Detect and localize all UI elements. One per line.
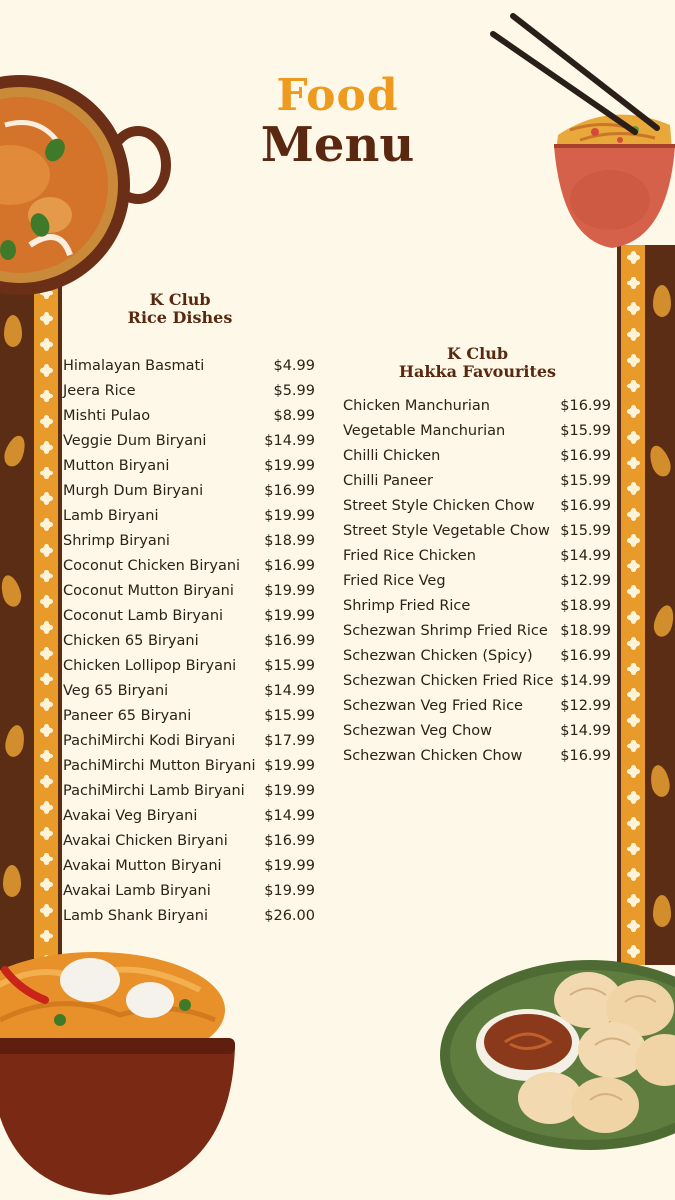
menu-item-price: $15.99 bbox=[560, 523, 611, 539]
menu-item bbox=[63, 654, 315, 679]
menu-item bbox=[63, 829, 315, 854]
menu-item-price: $19.99 bbox=[264, 583, 315, 599]
flower-ornament bbox=[629, 613, 638, 622]
menu-item-name: PachiMirchi Mutton Biryani bbox=[63, 758, 256, 774]
flower-ornament bbox=[42, 752, 51, 761]
flower-ornament bbox=[629, 665, 638, 674]
menu-item-price: $19.99 bbox=[264, 608, 315, 624]
menu-item-price: $14.99 bbox=[560, 548, 611, 564]
menu-item bbox=[343, 619, 611, 644]
flower-ornament bbox=[629, 356, 638, 365]
menu-item-name: Himalayan Basmati bbox=[63, 358, 205, 374]
menu-item bbox=[63, 754, 315, 779]
flower-ornament bbox=[42, 932, 51, 941]
menu-item-name: Jeera Rice bbox=[63, 383, 136, 399]
flower-ornament bbox=[42, 392, 51, 401]
flower-ornament bbox=[629, 536, 638, 545]
menu-item-name: Schezwan Chicken Fried Rice bbox=[343, 673, 554, 689]
left-decorative-border bbox=[0, 255, 62, 975]
menu-item-name: Fried Rice Chicken bbox=[343, 548, 476, 564]
hakka-list bbox=[343, 394, 611, 769]
menu-item-price: $14.99 bbox=[264, 683, 315, 699]
flower-ornament bbox=[42, 314, 51, 323]
menu-item bbox=[63, 504, 315, 529]
menu-item-name: Schezwan Chicken (Spicy) bbox=[343, 648, 533, 664]
menu-item bbox=[343, 719, 611, 744]
menu-item-price: $17.99 bbox=[264, 733, 315, 749]
menu-item bbox=[343, 569, 611, 594]
flower-ornament bbox=[42, 649, 51, 658]
menu-item-name: Schezwan Veg Chow bbox=[343, 723, 493, 739]
flower-ornament bbox=[629, 382, 638, 391]
menu-item bbox=[343, 469, 611, 494]
menu-item bbox=[343, 644, 611, 669]
menu-item bbox=[343, 594, 611, 619]
momo-plate-icon bbox=[440, 960, 675, 1160]
menu-item-price: $16.99 bbox=[560, 498, 611, 514]
flower-ornament bbox=[629, 845, 638, 854]
menu-item-name: Veg 65 Biryani bbox=[63, 683, 169, 699]
flower-ornament bbox=[629, 279, 638, 288]
flower-ornament bbox=[42, 675, 51, 684]
menu-item bbox=[63, 904, 315, 929]
menu-item-name: Schezwan Shrimp Fried Rice bbox=[343, 623, 548, 639]
rice-dishes-heading bbox=[110, 291, 250, 327]
right-decorative-border bbox=[617, 245, 675, 965]
menu-item bbox=[63, 854, 315, 879]
menu-item-name: Avakai Mutton Biryani bbox=[63, 858, 222, 874]
flower-ornament bbox=[42, 366, 51, 375]
menu-item-name: Coconut Mutton Biryani bbox=[63, 583, 234, 599]
menu-item-name: PachiMirchi Lamb Biryani bbox=[63, 783, 245, 799]
flower-ornament bbox=[629, 407, 638, 416]
menu-item bbox=[63, 579, 315, 604]
menu-item bbox=[343, 744, 611, 769]
menu-item-name: Mutton Biryani bbox=[63, 458, 170, 474]
flower-ornament bbox=[42, 803, 51, 812]
title-menu: Menu bbox=[260, 117, 415, 173]
flower-ornament bbox=[629, 510, 638, 519]
menu-item-name: Murgh Dum Biryani bbox=[63, 483, 204, 499]
menu-item bbox=[343, 694, 611, 719]
menu-item-price: $15.99 bbox=[560, 423, 611, 439]
menu-item-price: $14.99 bbox=[264, 808, 315, 824]
flower-ornament bbox=[42, 855, 51, 864]
menu-item-price: $4.99 bbox=[273, 358, 315, 374]
menu-item-name: Street Style Vegetable Chow bbox=[343, 523, 550, 539]
flower-ornament bbox=[42, 623, 51, 632]
menu-item-price: $14.99 bbox=[560, 673, 611, 689]
menu-item bbox=[63, 704, 315, 729]
menu-item-name: Schezwan Chicken Chow bbox=[343, 748, 523, 764]
hakka-heading-line1: K Club bbox=[446, 344, 509, 363]
menu-item-name: Paneer 65 Biryani bbox=[63, 708, 192, 724]
flower-ornament bbox=[42, 520, 51, 529]
menu-item-price: $15.99 bbox=[264, 708, 315, 724]
menu-item bbox=[343, 394, 611, 419]
flower-ornament bbox=[629, 742, 638, 751]
menu-item bbox=[343, 494, 611, 519]
menu-item-price: $16.99 bbox=[264, 633, 315, 649]
flower-ornament bbox=[42, 572, 51, 581]
menu-item-name: Chicken 65 Biryani bbox=[63, 633, 199, 649]
menu-item bbox=[63, 804, 315, 829]
menu-item-price: $14.99 bbox=[560, 723, 611, 739]
menu-item-name: Fried Rice Veg bbox=[343, 573, 446, 589]
menu-item bbox=[343, 444, 611, 469]
menu-item bbox=[63, 379, 315, 404]
menu-item-price: $19.99 bbox=[264, 783, 315, 799]
flower-ornament bbox=[42, 906, 51, 915]
flower-ornament bbox=[629, 433, 638, 442]
flower-ornament bbox=[42, 700, 51, 709]
menu-item-price: $19.99 bbox=[264, 508, 315, 524]
title-food: Food bbox=[276, 70, 399, 121]
menu-item bbox=[343, 544, 611, 569]
menu-item-name: Lamb Biryani bbox=[63, 508, 159, 524]
menu-item-price: $18.99 bbox=[560, 598, 611, 614]
menu-item-price: $16.99 bbox=[560, 748, 611, 764]
menu-item-price: $15.99 bbox=[560, 473, 611, 489]
menu-item-name: Chicken Manchurian bbox=[343, 398, 490, 414]
menu-item-name: Schezwan Veg Fried Rice bbox=[343, 698, 523, 714]
menu-item bbox=[63, 404, 315, 429]
rice-dishes-heading-line1: K Club bbox=[149, 290, 211, 309]
flower-ornament bbox=[629, 922, 638, 931]
menu-item-name: Mishti Pulao bbox=[63, 408, 151, 424]
rice-dishes-heading-line2: Rice Dishes bbox=[127, 308, 233, 327]
flower-ornament bbox=[42, 880, 51, 889]
menu-item bbox=[63, 604, 315, 629]
flower-ornament bbox=[629, 896, 638, 905]
flower-ornament bbox=[629, 562, 638, 571]
flower-ornament bbox=[42, 340, 51, 349]
menu-item-price: $16.99 bbox=[264, 483, 315, 499]
menu-item-price: $8.99 bbox=[273, 408, 315, 424]
flower-ornament bbox=[42, 417, 51, 426]
menu-item bbox=[63, 529, 315, 554]
menu-item-price: $19.99 bbox=[264, 758, 315, 774]
menu-item-price: $14.99 bbox=[264, 433, 315, 449]
menu-item-name: PachiMirchi Kodi Biryani bbox=[63, 733, 236, 749]
menu-item bbox=[63, 429, 315, 454]
rice-dishes-list bbox=[63, 354, 315, 929]
menu-item-name: Street Style Chicken Chow bbox=[343, 498, 535, 514]
menu-item-price: $18.99 bbox=[560, 623, 611, 639]
flower-ornament bbox=[629, 484, 638, 493]
flower-ornament bbox=[629, 639, 638, 648]
menu-item-name: Chilli Paneer bbox=[343, 473, 434, 489]
menu-item-name: Lamb Shank Biryani bbox=[63, 908, 208, 924]
menu-item bbox=[63, 729, 315, 754]
menu-item-price: $18.99 bbox=[264, 533, 315, 549]
menu-item-name: Coconut Chicken Biryani bbox=[63, 558, 241, 574]
flower-ornament bbox=[629, 793, 638, 802]
menu-item-price: $26.00 bbox=[264, 908, 315, 924]
flower-ornament bbox=[629, 819, 638, 828]
flower-ornament bbox=[629, 716, 638, 725]
flower-ornament bbox=[42, 469, 51, 478]
flower-ornament bbox=[629, 330, 638, 339]
menu-item-name: Avakai Lamb Biryani bbox=[63, 883, 211, 899]
flower-ornament bbox=[629, 870, 638, 879]
menu-item-price: $19.99 bbox=[264, 858, 315, 874]
menu-item-price: $16.99 bbox=[560, 448, 611, 464]
biryani-pot-icon bbox=[0, 950, 240, 1200]
flower-ornament bbox=[42, 494, 51, 503]
menu-item-price: $15.99 bbox=[264, 658, 315, 674]
hakka-heading bbox=[385, 345, 570, 381]
flower-ornament bbox=[42, 777, 51, 786]
menu-item-price: $12.99 bbox=[560, 573, 611, 589]
menu-item-name: Shrimp Biryani bbox=[63, 533, 170, 549]
menu-item bbox=[63, 554, 315, 579]
menu-item bbox=[63, 629, 315, 654]
menu-item-name: Avakai Veg Biryani bbox=[63, 808, 198, 824]
menu-item-price: $5.99 bbox=[273, 383, 315, 399]
flower-ornament bbox=[629, 587, 638, 596]
flower-ornament bbox=[629, 690, 638, 699]
menu-item bbox=[63, 679, 315, 704]
menu-item-price: $12.99 bbox=[560, 698, 611, 714]
flower-ornament bbox=[629, 304, 638, 313]
menu-item-name: Chicken Lollipop Biryani bbox=[63, 658, 237, 674]
menu-item-price: $19.99 bbox=[264, 883, 315, 899]
menu-item bbox=[343, 669, 611, 694]
menu-item-price: $16.99 bbox=[264, 558, 315, 574]
flower-ornament bbox=[42, 726, 51, 735]
menu-item bbox=[63, 779, 315, 804]
menu-item-name: Veggie Dum Biryani bbox=[63, 433, 207, 449]
flower-ornament bbox=[629, 459, 638, 468]
menu-item bbox=[63, 454, 315, 479]
flower-ornament bbox=[42, 829, 51, 838]
flower-ornament bbox=[42, 443, 51, 452]
menu-item-name: Coconut Lamb Biryani bbox=[63, 608, 224, 624]
hakka-heading-line2: Hakka Favourites bbox=[398, 362, 557, 381]
menu-item bbox=[63, 479, 315, 504]
menu-item-price: $16.99 bbox=[560, 648, 611, 664]
menu-item-price: $16.99 bbox=[264, 833, 315, 849]
menu-item-name: Shrimp Fried Rice bbox=[343, 598, 471, 614]
menu-item bbox=[343, 519, 611, 544]
flower-ornament bbox=[629, 947, 638, 956]
menu-item bbox=[63, 354, 315, 379]
flower-ornament bbox=[42, 597, 51, 606]
menu-item-name: Avakai Chicken Biryani bbox=[63, 833, 228, 849]
menu-item-price: $19.99 bbox=[264, 458, 315, 474]
menu-item-name: Vegetable Manchurian bbox=[343, 423, 506, 439]
flower-ornament bbox=[42, 546, 51, 555]
menu-item-price: $16.99 bbox=[560, 398, 611, 414]
menu-item bbox=[343, 419, 611, 444]
menu-item bbox=[63, 879, 315, 904]
flower-ornament bbox=[629, 767, 638, 776]
menu-item-name: Chilli Chicken bbox=[343, 448, 441, 464]
